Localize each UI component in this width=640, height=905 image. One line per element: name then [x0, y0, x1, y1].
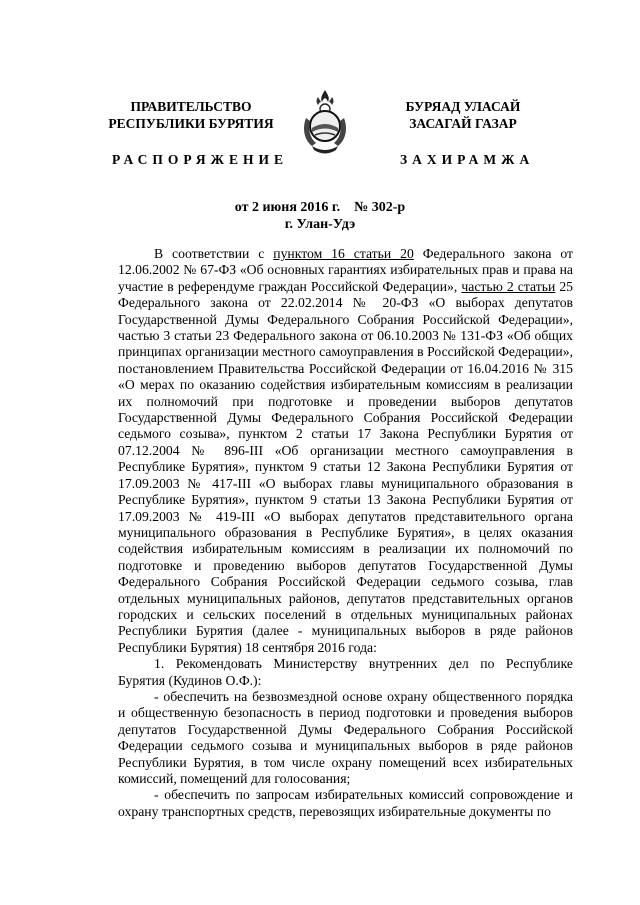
- header-left-line1: ПРАВИТЕЛЬСТВО: [130, 99, 252, 114]
- government-header-bua: [378, 98, 548, 132]
- header-left-line2: РЕСПУБЛИКИ БУРЯТИЯ: [108, 116, 274, 131]
- order-date-number: от 2 июня 2016 г. № 302-р: [234, 200, 406, 215]
- header-right-line2: ЗАСАГАЙ ГАЗАР: [409, 116, 517, 131]
- paragraph-preamble: В соответствии с пунктом 16 статьи 20 Федерального закона от 12.06.2002 № 67-ФЗ «Об основных гарантиях избирательных прав и права на участие в референдуме граждан Российской Федерации», частью 2 статьи 25 Федерального закона от 22.02.2014 № 20-ФЗ «О выборах депутатов Государственной Думы Федерального Собрания Российской Федерации», частью 3 статьи 23 Федерального закона от 06.10.2003 № 131-ФЗ «Об общих принципах организации местного самоуправления в Российской Федерации», постановлением Правительства Российской Федерации от 16.04.2016 № 315 «О мерах по оказанию содействия избирательным комиссиям в реализации их полномочий при подготовке и проведении выборов депутатов Государственной Думы Федерального Собрания Российской Федерации седьмого созыва», пунктом 2 статьи 17 Закона Республики Бурятия от 07.12.2004 № 896-III «Об организации местного самоуправления в Республике Бурятия», пунктом 9 статьи 12 Закона Республики Бурятия от 17.09.2003 № 417-III «О выборах главы муниципального образования в Республике Бурятия», пунктом 9 статьи 13 Закона Республики Бурятия от 17.09.2003 № 419-III «О выборах депутатов представительного органа муниципального образования в Республике Бурятия», в целях оказания содействия избирательным комиссиям в реализации их полномочий по подготовке и проведению выборов депутатов Государственной Думы Федерального Собрания Российской Федерации седьмого созыва, глав отдельных муниципальных районов, депутатов представительных органов городских и сельских поселений в отдельных муниципальных районах Республики Бурятия (далее - муниципальных выборов в ряде районов Республики Бурятия) 18 сентября 2016 года:: [118, 246, 574, 655]
- law-link-1[interactable]: пунктом 16 статьи 20: [273, 246, 414, 261]
- order-body: [118, 246, 573, 820]
- paragraph-item-1: 1. Рекомендовать Министерству внутренних дел по Республике Бурятия (Кудинов О.Ф.):: [118, 656, 573, 688]
- paragraph-item-1-sub-2: - обеспечить по запросам избирательных комиссий сопровождение и охрану транспортных средств, перевозящих избирательные документы по: [118, 787, 573, 819]
- government-header-ru: [96, 98, 286, 132]
- coat-of-arms-icon: [298, 88, 352, 158]
- order-title-ru: РАСПОРЯЖЕНИЕ: [112, 152, 289, 167]
- law-link-2[interactable]: частью 2 статьи: [461, 278, 556, 294]
- order-title-bua: ЗАХИРАМЖА: [400, 152, 535, 167]
- header-right-line1: БУРЯАД УЛАСАЙ: [405, 99, 521, 114]
- order-city: г. Улан-Удэ: [284, 217, 356, 232]
- paragraph-item-1-sub-1: - обеспечить на безвозмездной основе охрану общественного порядка и общественную безопасность в период подготовки и проведения выборов депутатов Государственной Думы Федерального Собрания Российской Федерации седьмого созыва и муниципальных выборов в ряде районов Республики Бурятия, в том числе охрану помещений всех избирательных комиссий, помещений для голосования;: [118, 688, 573, 786]
